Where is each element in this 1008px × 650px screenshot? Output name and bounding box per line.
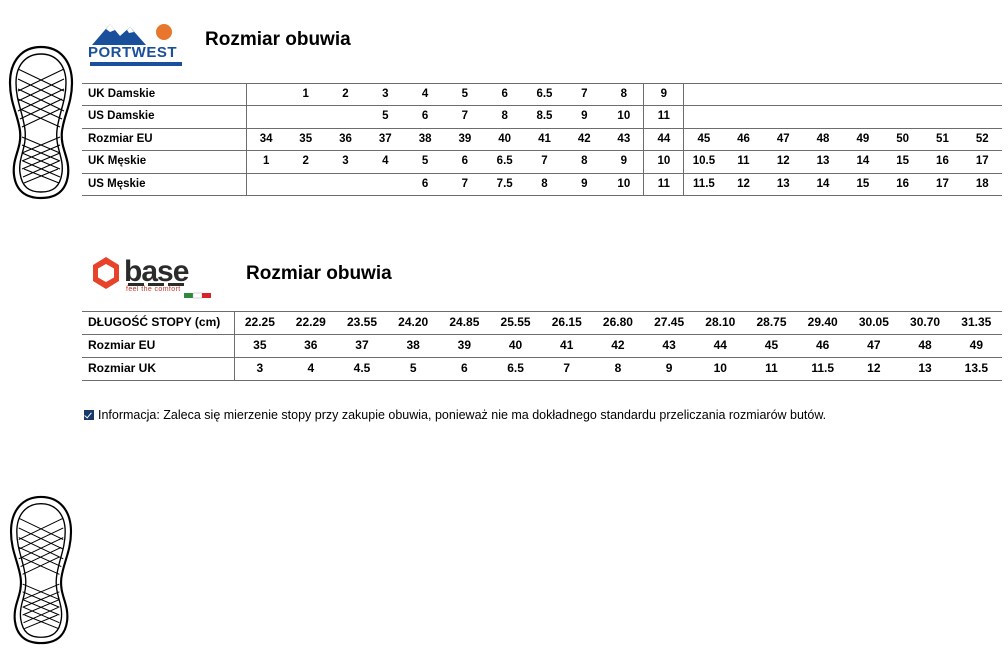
table-cell: 10 (604, 106, 644, 128)
table-cell: 46 (724, 128, 764, 150)
table-cell: 7 (564, 84, 604, 106)
table-cell: 45 (684, 128, 724, 150)
table-cell: 46 (797, 335, 848, 358)
base-table-container (82, 311, 1002, 381)
table-cell (365, 173, 405, 195)
table-cell: 39 (439, 335, 490, 358)
table-cell (803, 106, 843, 128)
table-cell: 7 (445, 106, 485, 128)
table-row (82, 84, 1002, 106)
table-cell (246, 173, 286, 195)
table-cell (883, 106, 923, 128)
table-cell: 49 (951, 335, 1002, 358)
info-note (84, 408, 1000, 422)
table-cell: 8.5 (525, 106, 565, 128)
table-cell: 11.5 (684, 173, 724, 195)
table-cell: 42 (564, 128, 604, 150)
portwest-size-table (82, 83, 1002, 196)
table-cell: 4.5 (336, 358, 387, 381)
table-cell (962, 106, 1002, 128)
table-cell: 5 (445, 84, 485, 106)
table-cell: 11 (724, 151, 764, 173)
table-row (82, 173, 1002, 195)
table-cell: 25.55 (490, 312, 541, 335)
table-cell: 6.5 (490, 358, 541, 381)
base-logo (88, 255, 228, 301)
table-cell (684, 106, 724, 128)
table-cell: 7 (525, 151, 565, 173)
table-cell: 35 (286, 128, 326, 150)
shoe-sole-icon (4, 495, 78, 645)
table-cell: 16 (883, 173, 923, 195)
table-cell: 10 (604, 173, 644, 195)
table-cell: 8 (604, 84, 644, 106)
table-cell: 11 (644, 106, 684, 128)
table-cell: 6 (445, 151, 485, 173)
table-cell: 36 (285, 335, 336, 358)
table-cell: 3 (365, 84, 405, 106)
table-cell (326, 173, 366, 195)
info-note-text: Informacja: Zaleca się mierzenie stopy przy zakupie obuwia, ponieważ nie ma dokładnego standardu przeliczania rozmiarów butów. (98, 408, 827, 422)
table-cell: 48 (803, 128, 843, 150)
row-label: Rozmiar EU (82, 335, 234, 358)
table-cell: 14 (843, 151, 883, 173)
table-cell: 52 (962, 128, 1002, 150)
table-cell: 40 (485, 128, 525, 150)
table-cell: 50 (883, 128, 923, 150)
table-cell: 47 (848, 335, 899, 358)
table-cell: 15 (843, 173, 883, 195)
table-cell: 22.29 (285, 312, 336, 335)
table-cell: 7 (541, 358, 592, 381)
table-cell: 9 (564, 106, 604, 128)
table-cell: 16 (923, 151, 963, 173)
table-row (82, 106, 1002, 128)
table-cell (803, 84, 843, 106)
table-cell: 11 (746, 358, 797, 381)
table-cell: 3 (326, 151, 366, 173)
table-cell: 31.35 (951, 312, 1002, 335)
base-title: Rozmiar obuwia (246, 263, 392, 284)
table-cell: 47 (763, 128, 803, 150)
table-cell: 26.80 (592, 312, 643, 335)
table-cell: 13.5 (951, 358, 1002, 381)
table-cell: 40 (490, 335, 541, 358)
table-cell: 13 (763, 173, 803, 195)
row-label: Rozmiar UK (82, 358, 234, 381)
table-cell: 13 (803, 151, 843, 173)
table-cell (286, 106, 326, 128)
table-cell: 41 (541, 335, 592, 358)
table-cell: 49 (843, 128, 883, 150)
table-cell: 45 (746, 335, 797, 358)
table-cell: 8 (564, 151, 604, 173)
table-cell: 4 (365, 151, 405, 173)
table-cell: 4 (405, 84, 445, 106)
table-cell: 30.70 (899, 312, 950, 335)
table-cell: 5 (365, 106, 405, 128)
table-row (82, 335, 1002, 358)
shoe-sole-illustration-top (4, 45, 78, 205)
table-cell (923, 84, 963, 106)
table-cell: 43 (644, 335, 695, 358)
table-cell: 23.55 (336, 312, 387, 335)
table-cell (326, 106, 366, 128)
table-cell: 8 (485, 106, 525, 128)
table-cell: 39 (445, 128, 485, 150)
table-cell: 41 (525, 128, 565, 150)
table-cell: 11 (644, 173, 684, 195)
row-label: UK Damskie (82, 84, 246, 106)
table-cell: 6 (439, 358, 490, 381)
table-cell (843, 84, 883, 106)
row-label: DŁUGOŚĆ STOPY (cm) (82, 312, 234, 335)
portwest-title: Rozmiar obuwia (205, 29, 351, 50)
table-cell: 12 (763, 151, 803, 173)
table-cell: 9 (644, 84, 684, 106)
table-cell (246, 84, 286, 106)
table-cell (962, 84, 1002, 106)
table-cell (843, 106, 883, 128)
table-cell: 10 (644, 151, 684, 173)
table-cell: 1 (286, 84, 326, 106)
table-cell: 3 (234, 358, 285, 381)
table-cell: 27.45 (644, 312, 695, 335)
portwest-logo (84, 18, 188, 70)
table-cell (684, 84, 724, 106)
table-cell (724, 106, 764, 128)
base-brand-tagline: feel the comfort (126, 286, 181, 293)
shoe-sole-icon (4, 45, 78, 200)
table-cell: 34 (246, 128, 286, 150)
portwest-brand-name: PORTWEST (88, 44, 177, 61)
row-label: UK Męskie (82, 151, 246, 173)
table-cell: 10 (695, 358, 746, 381)
portwest-table-container (82, 83, 1002, 196)
table-cell: 10.5 (684, 151, 724, 173)
table-cell: 7.5 (485, 173, 525, 195)
table-row (82, 358, 1002, 381)
row-label: Rozmiar EU (82, 128, 246, 150)
table-cell: 14 (803, 173, 843, 195)
table-cell: 6 (485, 84, 525, 106)
shoe-sole-illustration-bottom (4, 495, 78, 650)
table-row (82, 151, 1002, 173)
table-cell: 1 (246, 151, 286, 173)
table-cell: 9 (644, 358, 695, 381)
table-cell: 2 (286, 151, 326, 173)
table-cell (883, 84, 923, 106)
row-label: US Damskie (82, 106, 246, 128)
table-cell (724, 84, 764, 106)
table-cell: 37 (336, 335, 387, 358)
table-cell: 8 (592, 358, 643, 381)
table-cell: 37 (365, 128, 405, 150)
table-cell: 44 (644, 128, 684, 150)
table-cell: 12 (848, 358, 899, 381)
table-cell: 44 (695, 335, 746, 358)
table-cell: 30.05 (848, 312, 899, 335)
table-cell: 11.5 (797, 358, 848, 381)
table-cell: 48 (899, 335, 950, 358)
table-cell: 4 (285, 358, 336, 381)
table-cell: 38 (405, 128, 445, 150)
table-cell: 5 (405, 151, 445, 173)
table-cell: 22.25 (234, 312, 285, 335)
table-cell: 17 (962, 151, 1002, 173)
table-cell: 12 (724, 173, 764, 195)
table-cell: 24.20 (388, 312, 439, 335)
table-cell: 38 (388, 335, 439, 358)
row-label: US Męskie (82, 173, 246, 195)
table-cell: 35 (234, 335, 285, 358)
table-cell: 17 (923, 173, 963, 195)
table-cell: 13 (899, 358, 950, 381)
table-cell (763, 84, 803, 106)
table-cell: 28.10 (695, 312, 746, 335)
table-cell: 43 (604, 128, 644, 150)
table-cell: 26.15 (541, 312, 592, 335)
table-row (82, 128, 1002, 150)
base-size-table (82, 311, 1002, 381)
table-cell: 51 (923, 128, 963, 150)
table-cell: 8 (525, 173, 565, 195)
table-cell: 29.40 (797, 312, 848, 335)
table-cell: 18 (962, 173, 1002, 195)
base-brand-name: base (124, 255, 189, 288)
table-cell: 6 (405, 106, 445, 128)
table-cell (923, 106, 963, 128)
table-cell: 9 (604, 151, 644, 173)
table-cell: 6 (405, 173, 445, 195)
table-cell: 42 (592, 335, 643, 358)
table-cell: 5 (388, 358, 439, 381)
table-cell: 6.5 (525, 84, 565, 106)
table-cell: 9 (564, 173, 604, 195)
checkbox-checked-icon (84, 410, 94, 420)
table-cell: 24.85 (439, 312, 490, 335)
table-cell: 6.5 (485, 151, 525, 173)
table-cell (246, 106, 286, 128)
table-cell (763, 106, 803, 128)
table-row (82, 312, 1002, 335)
table-cell: 36 (326, 128, 366, 150)
table-cell: 7 (445, 173, 485, 195)
table-cell: 15 (883, 151, 923, 173)
table-cell (286, 173, 326, 195)
table-cell: 28.75 (746, 312, 797, 335)
table-cell: 2 (326, 84, 366, 106)
